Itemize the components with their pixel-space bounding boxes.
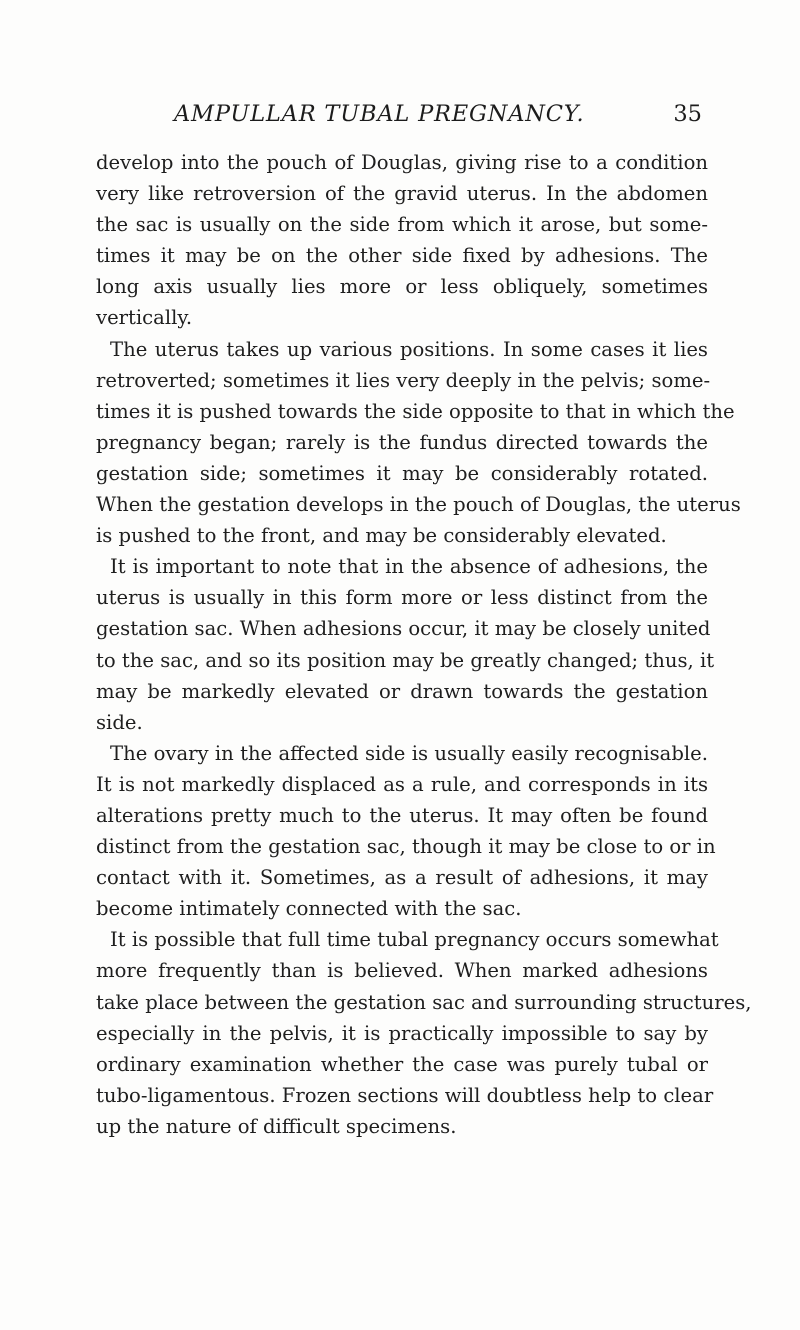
body-text xyxy=(96,147,752,1142)
paragraph-start-line: It is important to note that in the absence of adhesions, the xyxy=(110,555,708,579)
text-line: distinct from the gestation sac, though it may be close to or in xyxy=(96,835,716,859)
text-line: side. xyxy=(96,710,143,734)
text-line: long axis usually lies more or less obliquely, sometimes xyxy=(96,275,708,299)
text-line: contact with it. Sometimes, as a result of adhesions, it may xyxy=(96,866,708,890)
text-line: It is not markedly displaced as a rule, and corresponds in its xyxy=(96,772,708,796)
text-line: up the nature of difficult specimens. xyxy=(96,1114,457,1138)
text-line: especially in the pelvis, it is practically impossible to say by xyxy=(96,1021,708,1045)
text-line: times it may be on the other side fixed by adhesions. The xyxy=(96,244,708,268)
text-line: become intimately connected with the sac. xyxy=(96,897,522,921)
text-line: times it is pushed towards the side opposite to that in which the xyxy=(96,399,735,423)
page-header xyxy=(96,101,708,135)
text-line: gestation side; sometimes it may be considerably rotated. xyxy=(96,461,708,485)
text-line: tubo-ligamentous. Frozen sections will doubtless help to clear xyxy=(96,1083,714,1107)
paragraph-start-line: The ovary in the affected side is usually easily recognisable. xyxy=(110,741,708,765)
paragraph-start-line: The uterus takes up various positions. In some cases it lies xyxy=(110,337,708,361)
text-line: the sac is usually on the side from which it arose, but some- xyxy=(96,213,708,237)
text-line: retroverted; sometimes it lies very deeply in the pelvis; some- xyxy=(96,368,711,392)
text-line: develop into the pouch of Douglas, giving rise to a condition xyxy=(96,151,708,174)
text-line: pregnancy began; rarely is the fundus directed towards the xyxy=(96,430,708,454)
text-line: ordinary examination whether the case was purely tubal or xyxy=(96,1052,708,1076)
text-line: gestation sac. When adhesions occur, it may be closely united xyxy=(96,617,711,641)
text-line: more frequently than is believed. When marked adhesions xyxy=(96,959,708,983)
text-line: uterus is usually in this form more or less distinct from the xyxy=(96,586,708,610)
text-line: vertically. xyxy=(96,306,193,330)
text-line: is pushed to the front, and may be considerably elevated. xyxy=(96,524,667,548)
text-line: may be markedly elevated or drawn towards the gestation xyxy=(96,679,708,703)
text-line: alterations pretty much to the uterus. It may often be found xyxy=(96,803,708,827)
text-line: take place between the gestation sac and surrounding structures, xyxy=(96,990,752,1014)
page-number: 35 xyxy=(673,101,702,127)
paragraph-start-line: It is possible that full time tubal pregnancy occurs somewhat xyxy=(110,928,719,952)
text-line: to the sac, and so its position may be greatly changed; thus, it xyxy=(96,648,715,672)
text-line: When the gestation develops in the pouch of Douglas, the uterus xyxy=(96,493,741,517)
running-title: AMPULLAR TUBAL PREGNANCY. xyxy=(174,101,585,127)
text-line: very like retroversion of the gravid uterus. In the abdomen xyxy=(96,182,708,206)
